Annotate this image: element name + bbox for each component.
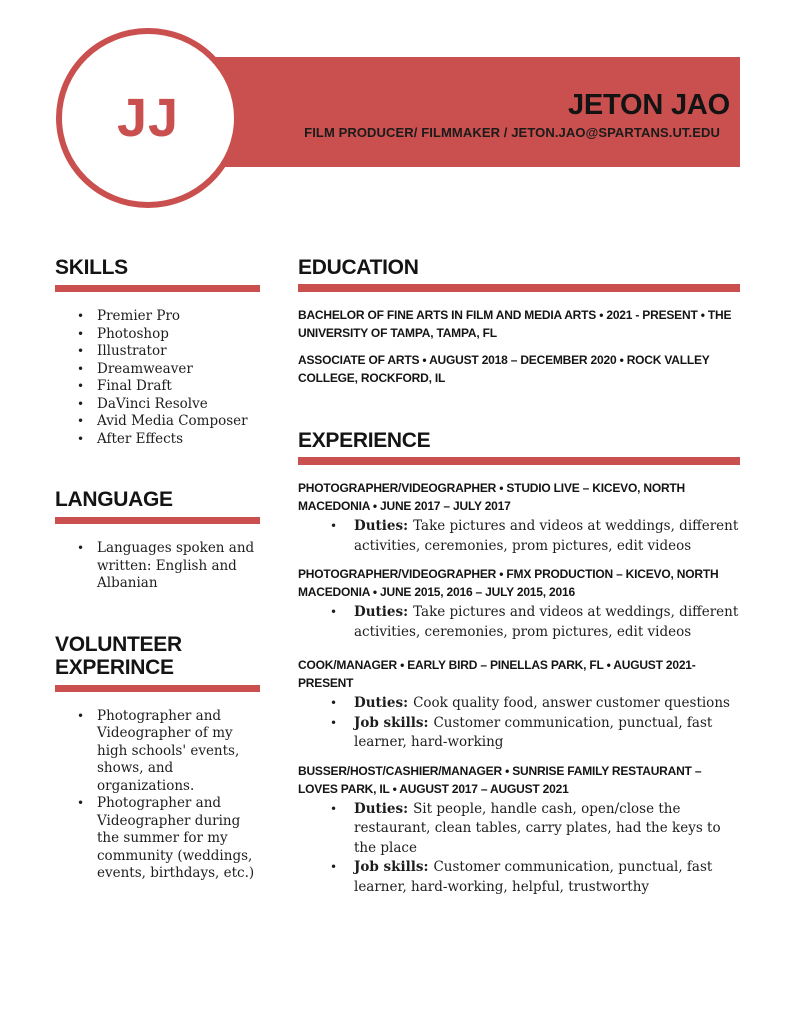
entry-bullet-text: [354, 800, 740, 859]
entry-bullets: [298, 694, 740, 753]
bullet-body: Customer communication, punctual, fast learner, hard-working, helpful, trustworthy: [354, 859, 713, 895]
section-underline: [55, 517, 260, 524]
list-item-text: Final Draft: [97, 378, 172, 395]
list-item: [77, 708, 260, 796]
bullet-label: Duties:: [354, 604, 409, 621]
list-item-text: Avid Media Composer: [97, 413, 248, 430]
avatar-initials: JJ: [116, 88, 180, 148]
entry-bullet: [330, 714, 740, 753]
main-section-education: [298, 256, 740, 387]
section-title: SKILLS: [55, 256, 128, 279]
main-section-experience: [298, 429, 740, 897]
list-item-text: Languages spoken and written: English and Albanian: [97, 540, 255, 592]
resume-entry: [298, 565, 740, 642]
list-item-text: Photographer and Videographer of my high schools' events, shows, and organizations.: [97, 707, 240, 794]
bullet-icon: •: [77, 326, 85, 341]
section-underline: [298, 457, 740, 465]
bullet-body: Customer communication, punctual, fast learner, hard-working: [354, 714, 713, 751]
entry-bullet: [330, 800, 740, 859]
sidebar-section-language: [55, 488, 260, 593]
list-item: [77, 396, 260, 414]
list-item: [77, 326, 260, 344]
section-title: EXPERIENCE: [298, 429, 431, 453]
bullet-body: Take pictures and videos at weddings, different activities, ceremonies, prom pictures, edit videos: [354, 604, 739, 640]
list-item: [77, 378, 260, 396]
bullet-icon: •: [77, 396, 85, 411]
entry-heading: PHOTOGRAPHER/VIDEOGRAPHER • STUDIO LIVE – KICEVO, NORTH MACEDONIA • JUNE 2017 – JULY 2017: [298, 481, 686, 514]
bullet-icon: •: [330, 801, 338, 816]
section-entries: [298, 479, 740, 897]
bullet-icon: •: [77, 431, 85, 446]
resume-entry: [298, 479, 740, 556]
list-item-text: DaVinci Resolve: [97, 395, 208, 412]
sidebar: [55, 256, 260, 923]
entry-bullet: [330, 603, 740, 642]
list-item: [77, 795, 260, 883]
bullet-label: Duties:: [354, 695, 409, 712]
bullet-icon: •: [77, 361, 85, 376]
entry-bullet-text: [354, 517, 740, 556]
bullet-icon: •: [330, 715, 338, 730]
bullet-icon: •: [330, 519, 338, 534]
list-item-text: Illustrator: [97, 343, 167, 360]
bullet-label: Duties:: [354, 518, 409, 535]
entry-heading: COOK/MANAGER • EARLY BIRD – PINELLAS PARK, FL • AUGUST 2021-PRESENT: [298, 658, 696, 691]
section-list: [55, 540, 260, 593]
list-item-text: Photoshop: [97, 325, 169, 342]
bullet-body: Cook quality food, answer customer questions: [413, 695, 730, 712]
main-content: [298, 256, 740, 939]
list-item: [77, 540, 260, 593]
entry-bullet: [330, 517, 740, 556]
entry-bullet: [330, 858, 740, 897]
person-title-email: FILM PRODUCER/ FILMMAKER / JETON.JAO@SPARTANS.UT.EDU: [304, 124, 720, 140]
bullet-icon: •: [330, 860, 338, 875]
bullet-icon: •: [77, 414, 85, 429]
section-underline: [55, 685, 260, 692]
resume-entry: [298, 762, 740, 898]
section-title: EDUCATION: [298, 256, 419, 279]
resume-entry: [298, 351, 740, 387]
section-list: [55, 308, 260, 448]
bullet-icon: •: [77, 796, 85, 811]
bullet-label: Job skills:: [354, 859, 429, 876]
section-entries: [298, 306, 740, 387]
bullet-icon: •: [77, 541, 85, 556]
entry-bullet: [330, 694, 740, 714]
section-underline: [55, 285, 260, 292]
bullet-icon: •: [77, 379, 85, 394]
list-item: [77, 413, 260, 431]
avatar: [56, 28, 240, 208]
entry-bullet-text: [354, 714, 740, 753]
entry-heading: ASSOCIATE OF ARTS • AUGUST 2018 – DECEMBER 2020 • ROCK VALLEY COLLEGE, ROCKFORD, IL: [298, 353, 710, 386]
list-item-text: Photographer and Videographer during the summer for my community (weddings, events, birthdays, etc.): [97, 795, 255, 882]
entry-bullets: [298, 517, 740, 556]
list-item: [77, 343, 260, 361]
bullet-icon: •: [77, 344, 85, 359]
bullet-icon: •: [77, 309, 85, 324]
person-name: JETON JAO: [567, 89, 730, 122]
entry-heading: BUSSER/HOST/CASHIER/MANAGER • SUNRISE FAMILY RESTAURANT – LOVES PARK, IL • AUGUST 2017 – AUGUST 2021: [298, 763, 702, 796]
bullet-icon: •: [330, 605, 338, 620]
entry-bullet-text: [354, 858, 740, 897]
entry-bullets: [298, 800, 740, 898]
entry-bullet-text: [354, 694, 730, 714]
resume-entry: [298, 306, 740, 342]
list-item-text: Dreamweaver: [97, 360, 193, 377]
section-underline: [298, 284, 740, 292]
list-item: [77, 431, 260, 449]
sidebar-section-volunteer-experince: [55, 633, 260, 883]
bullet-body: Take pictures and videos at weddings, different activities, ceremonies, prom pictures, edit videos: [354, 518, 739, 554]
section-title: LANGUAGE: [55, 488, 173, 512]
bullet-label: Duties:: [354, 800, 409, 817]
list-item: [77, 361, 260, 379]
bullet-label: Job skills:: [354, 714, 429, 731]
entry-heading: PHOTOGRAPHER/VIDEOGRAPHER • FMX PRODUCTION – KICEVO, NORTH MACEDONIA • JUNE 2015, 2016 – JULY 2015, 2016: [298, 567, 719, 600]
bullet-body: Sit people, handle cash, open/close the restaurant, clean tables, carry plates, had the keys to the place: [354, 800, 721, 856]
entry-heading: BACHELOR OF FINE ARTS IN FILM AND MEDIA ARTS • 2021 - PRESENT • THE UNIVERSITY OF TAMPA, TAMPA, FL: [298, 308, 732, 341]
section-title: VOLUNTEER EXPERINCE: [55, 632, 182, 679]
bullet-icon: •: [77, 708, 85, 723]
section-list: [55, 708, 260, 883]
resume-entry: [298, 656, 740, 753]
entry-bullet-text: [354, 603, 740, 642]
list-item: [77, 308, 260, 326]
list-item-text: Premier Pro: [97, 308, 181, 325]
bullet-icon: •: [330, 696, 338, 711]
entry-bullets: [298, 603, 740, 642]
list-item-text: After Effects: [97, 430, 184, 447]
sidebar-section-skills: [55, 256, 260, 448]
